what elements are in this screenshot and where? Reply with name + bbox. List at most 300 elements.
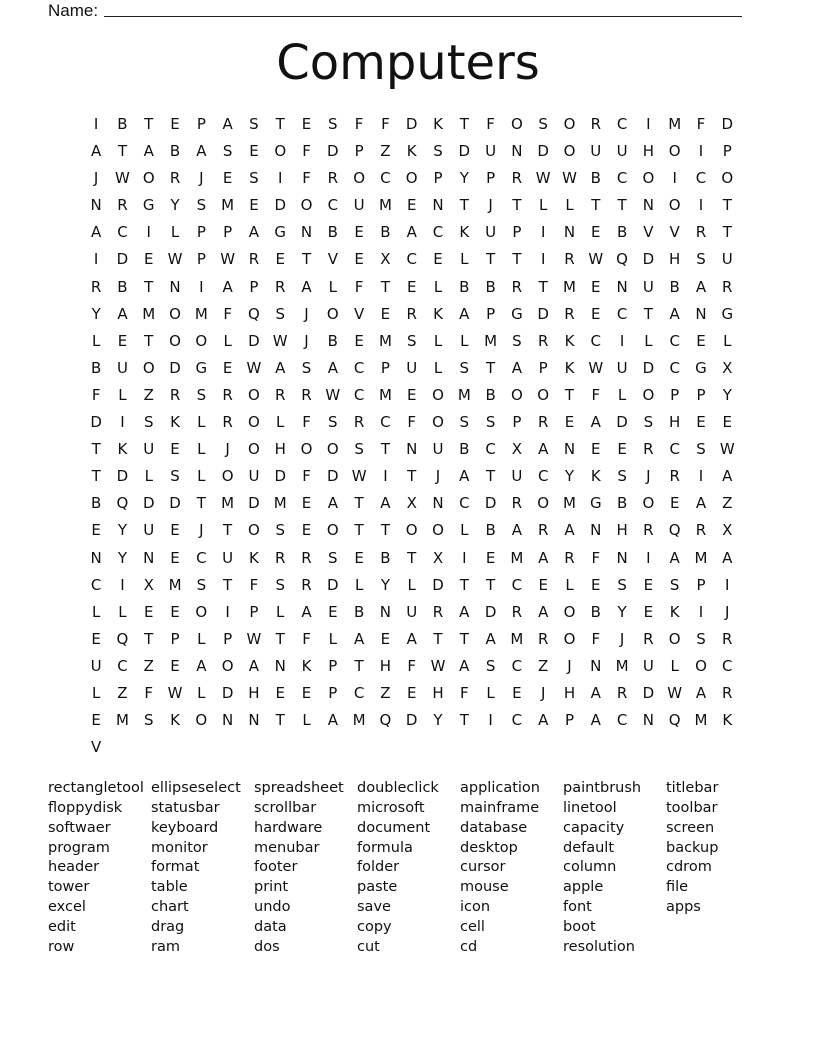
grid-letter: T <box>144 331 154 350</box>
grid-letter: B <box>485 277 496 296</box>
word-list-item: document <box>357 819 431 836</box>
grid-letter: R <box>722 629 733 648</box>
grid-letter: T <box>144 277 154 296</box>
word-list-item: rectangletool <box>48 780 144 796</box>
grid-letter: S <box>328 548 338 567</box>
word-list-item: row <box>48 938 75 955</box>
grid-letter: F <box>91 385 101 404</box>
grid-letter: A <box>196 656 207 675</box>
grid-letter: I <box>120 575 125 594</box>
grid-letter: I <box>646 115 651 133</box>
grid-letter: B <box>616 223 628 242</box>
grid-letter: P <box>696 385 706 404</box>
grid-letter: N <box>590 656 602 675</box>
grid-letter: O <box>169 331 181 350</box>
word-list-item: doubleclick <box>357 780 439 796</box>
grid-letter: M <box>378 196 392 215</box>
grid-letter: A <box>196 142 207 161</box>
grid-letter: O <box>510 115 523 133</box>
grid-letter: D <box>484 494 497 513</box>
grid-letter: N <box>590 521 602 540</box>
grid-letter: O <box>248 413 260 432</box>
word-list-item: data <box>254 918 287 935</box>
grid-letter: Z <box>143 656 154 675</box>
grid-letter: U <box>90 656 102 675</box>
grid-letter: D <box>405 115 418 133</box>
grid-letter: D <box>169 358 181 377</box>
grid-letter: E <box>170 602 180 621</box>
grid-letter: N <box>143 548 155 567</box>
grid-letter: T <box>144 629 154 648</box>
grid-letter: M <box>563 494 576 513</box>
grid-letter: E <box>669 494 680 513</box>
grid-letter: T <box>196 494 206 513</box>
grid-letter: S <box>143 711 154 730</box>
grid-letter: L <box>197 629 206 648</box>
grid-letter: P <box>223 223 233 242</box>
grid-letter: W <box>325 385 341 404</box>
grid-letter: O <box>537 494 550 513</box>
grid-letter: K <box>301 656 312 675</box>
grid-letter: K <box>406 142 417 161</box>
grid-letter: E <box>91 629 101 648</box>
grid-letter: N <box>432 196 444 215</box>
grid-letter: R <box>327 169 339 188</box>
word-list-item: desktop <box>460 839 518 856</box>
grid-letter: O <box>353 169 366 188</box>
grid-letter: F <box>407 413 417 432</box>
grid-letter: J <box>619 629 625 648</box>
grid-letter: O <box>326 521 339 540</box>
grid-letter: E <box>170 521 180 540</box>
grid-letter: W <box>562 169 577 188</box>
word-list-item: chart <box>151 899 189 916</box>
grid-letter: N <box>432 494 444 513</box>
grid-letter: B <box>91 358 102 377</box>
grid-letter: S <box>301 358 312 377</box>
grid-letter: C <box>432 223 444 242</box>
grid-letter: R <box>406 304 417 323</box>
word-list-item: mainframe <box>460 799 540 816</box>
grid-letter: B <box>117 115 128 133</box>
grid-letter: L <box>433 277 443 296</box>
grid-letter: E <box>222 358 233 377</box>
grid-letter: E <box>380 304 391 323</box>
grid-letter: A <box>511 358 523 377</box>
grid-letter: S <box>433 142 443 161</box>
grid-letter: C <box>669 331 680 350</box>
grid-letter: T <box>275 711 285 730</box>
grid-letter: A <box>485 629 496 648</box>
grid-letter: J <box>488 196 493 215</box>
grid-letter: V <box>669 223 680 242</box>
grid-letter: O <box>432 413 444 432</box>
grid-letter: J <box>199 521 204 540</box>
grid-letter: R <box>169 385 181 404</box>
grid-letter: M <box>221 494 235 513</box>
grid-letter: D <box>537 142 549 161</box>
grid-letter: B <box>459 277 470 296</box>
grid-letter: B <box>327 223 338 242</box>
grid-letter: A <box>590 413 601 432</box>
grid-letter: U <box>721 250 733 269</box>
grid-letter: Z <box>380 683 391 702</box>
grid-letter: E <box>170 440 180 459</box>
grid-letter: R <box>537 629 549 648</box>
grid-letter: A <box>327 358 338 377</box>
grid-letter: E <box>91 521 101 540</box>
grid-letter: B <box>91 494 102 513</box>
grid-letter: F <box>696 115 706 133</box>
word-list-item: apple <box>563 879 604 896</box>
grid-letter: S <box>275 304 285 323</box>
grid-letter: C <box>117 656 128 675</box>
grid-letter: P <box>564 711 575 730</box>
grid-letter: F <box>302 413 311 432</box>
word-list-item: boot <box>563 918 596 935</box>
word-list-item: formula <box>357 839 413 856</box>
grid-letter: F <box>591 629 601 648</box>
grid-letter: Q <box>379 711 392 730</box>
word-list-item: microsoft <box>357 799 425 816</box>
grid-letter: C <box>117 223 128 242</box>
grid-letter: D <box>169 494 181 513</box>
grid-letter: F <box>459 683 469 702</box>
word-list-item: dos <box>254 938 280 955</box>
grid-letter: W <box>115 169 130 188</box>
grid-letter: O <box>563 115 576 133</box>
grid-letter: S <box>196 575 207 594</box>
grid-letter: M <box>221 196 235 215</box>
word-list-item: application <box>460 780 540 796</box>
grid-letter: E <box>538 575 548 594</box>
grid-letter: P <box>433 169 443 188</box>
grid-letter: N <box>406 440 418 459</box>
word-list-item: cursor <box>460 859 506 876</box>
grid-letter: C <box>669 440 680 459</box>
grid-letter: F <box>354 115 364 133</box>
grid-letter: T <box>223 575 233 594</box>
grid-letter: T <box>486 358 496 377</box>
grid-letter: E <box>249 196 259 215</box>
grid-letter: N <box>169 277 181 296</box>
grid-letter: L <box>407 575 416 594</box>
grid-letter: E <box>643 575 654 594</box>
word-list-item: save <box>357 899 391 916</box>
grid-letter: T <box>117 142 128 161</box>
grid-letter: A <box>459 304 470 323</box>
grid-letter: S <box>459 358 470 377</box>
grid-letter: U <box>143 440 155 459</box>
grid-letter: O <box>432 385 444 404</box>
grid-letter: A <box>590 683 601 702</box>
grid-letter: B <box>169 142 181 161</box>
grid-letter: U <box>485 142 497 161</box>
grid-letter: K <box>117 440 128 459</box>
grid-letter: A <box>406 629 417 648</box>
grid-letter: I <box>698 467 704 486</box>
grid-letter: U <box>116 358 128 377</box>
grid-letter: V <box>353 304 365 323</box>
grid-letter: P <box>249 277 259 296</box>
grid-letter: D <box>142 494 155 513</box>
grid-letter: L <box>197 683 206 702</box>
word-list-item: cd <box>460 938 478 955</box>
grid-letter: F <box>354 277 364 296</box>
grid-letter: E <box>406 683 417 702</box>
grid-letter: C <box>353 358 365 377</box>
grid-letter: P <box>380 358 390 377</box>
grid-letter: R <box>643 629 654 648</box>
grid-letter: A <box>459 467 470 486</box>
grid-letter: S <box>143 413 154 432</box>
grid-letter: E <box>354 548 364 567</box>
grid-letter: T <box>459 629 469 648</box>
grid-letter: G <box>589 494 602 513</box>
grid-letter: E <box>406 196 417 215</box>
grid-letter: R <box>275 277 286 296</box>
grid-letter: Q <box>116 629 129 648</box>
grid-letter: A <box>248 656 260 675</box>
grid-letter: C <box>90 575 102 594</box>
grid-letter: A <box>695 683 707 702</box>
grid-letter: E <box>722 413 733 432</box>
grid-letter: L <box>91 683 101 702</box>
grid-letter: E <box>249 142 259 161</box>
grid-letter: M <box>510 548 524 567</box>
grid-letter: L <box>670 656 679 675</box>
grid-letter: R <box>564 548 575 567</box>
grid-letter: L <box>486 683 495 702</box>
grid-letter: Y <box>459 169 469 188</box>
grid-letter: M <box>378 331 392 350</box>
word-list-item: undo <box>254 899 291 916</box>
grid-letter: R <box>643 521 654 540</box>
grid-letter: C <box>511 656 523 675</box>
grid-letter: N <box>300 223 313 242</box>
grid-letter: E <box>406 385 417 404</box>
grid-letter: I <box>383 467 388 486</box>
grid-letter: D <box>721 115 734 133</box>
grid-letter: U <box>616 142 628 161</box>
grid-letter: X <box>380 250 391 269</box>
grid-letter: C <box>353 385 365 404</box>
grid-letter: T <box>643 304 653 323</box>
grid-letter: O <box>642 385 655 404</box>
grid-letter: S <box>249 169 259 188</box>
grid-letter: E <box>117 331 128 350</box>
grid-letter: N <box>90 196 102 215</box>
grid-letter: J <box>725 602 730 621</box>
grid-letter: W <box>220 250 236 269</box>
grid-letter: E <box>301 115 312 133</box>
word-list-item: paintbrush <box>563 780 642 796</box>
grid-letter: J <box>225 440 230 459</box>
grid-letter: Q <box>616 250 628 269</box>
grid-letter: D <box>248 494 260 513</box>
grid-letter: E <box>591 440 601 459</box>
grid-letter: O <box>642 169 655 188</box>
grid-letter: O <box>563 629 576 648</box>
grid-letter: S <box>485 656 496 675</box>
grid-letter: T <box>433 629 443 648</box>
grid-letter: H <box>669 250 681 269</box>
grid-letter: T <box>486 250 496 269</box>
grid-letter: R <box>353 413 365 432</box>
grid-letter: D <box>616 413 628 432</box>
grid-letter: A <box>695 277 707 296</box>
grid-letter: U <box>511 467 523 486</box>
grid-letter: R <box>537 331 549 350</box>
grid-letter: R <box>248 250 260 269</box>
grid-letter: E <box>433 250 443 269</box>
grid-letter: I <box>93 115 99 133</box>
grid-letter: T <box>486 467 496 486</box>
grid-letter: W <box>246 629 262 648</box>
grid-letter: P <box>486 304 496 323</box>
grid-letter: D <box>327 575 339 594</box>
grid-letter: I <box>225 602 230 621</box>
grid-letter: T <box>144 115 154 133</box>
grid-letter: F <box>302 467 311 486</box>
grid-letter: H <box>274 440 286 459</box>
grid-letter: S <box>354 440 364 459</box>
grid-letter: T <box>91 467 101 486</box>
grid-letter: J <box>646 467 651 486</box>
grid-letter: U <box>485 223 497 242</box>
grid-letter: W <box>667 683 683 702</box>
name-underline <box>104 16 742 17</box>
word-list-item: column <box>563 859 617 876</box>
grid-letter: O <box>195 711 208 730</box>
grid-letter: R <box>301 385 312 404</box>
grid-letter: E <box>301 521 312 540</box>
grid-letter: D <box>642 683 655 702</box>
grid-letter: S <box>222 142 233 161</box>
grid-letter: W <box>351 467 367 486</box>
grid-letter: O <box>221 467 234 486</box>
grid-letter: A <box>143 142 154 161</box>
grid-letter: A <box>459 656 470 675</box>
grid-letter: A <box>353 629 365 648</box>
grid-letter: C <box>616 115 628 133</box>
grid-letter: P <box>512 223 522 242</box>
grid-letter: A <box>301 277 312 296</box>
grid-letter: A <box>538 602 549 621</box>
grid-letter: S <box>512 331 522 350</box>
grid-letter: E <box>91 711 101 730</box>
grid-letter: S <box>328 115 338 133</box>
word-list-item: mouse <box>460 879 509 896</box>
grid-letter: C <box>459 494 470 513</box>
grid-letter: S <box>275 575 285 594</box>
grid-letter: E <box>275 250 285 269</box>
grid-letter: O <box>668 196 681 215</box>
word-list-item: ram <box>151 938 180 955</box>
grid-letter: T <box>538 277 548 296</box>
grid-letter: P <box>538 358 548 377</box>
word-list-item: apps <box>666 899 701 916</box>
grid-letter: L <box>91 331 101 350</box>
grid-letter: O <box>537 385 550 404</box>
grid-letter: L <box>460 250 469 269</box>
grid-letter: F <box>223 304 232 323</box>
grid-letter: I <box>120 413 125 432</box>
grid-letter: M <box>615 656 629 675</box>
grid-letter: A <box>722 467 733 486</box>
grid-letter: N <box>642 196 654 215</box>
grid-letter: O <box>142 169 155 188</box>
grid-letter: E <box>617 440 627 459</box>
grid-letter: A <box>669 304 680 323</box>
grid-letter: K <box>590 467 601 486</box>
grid-letter: T <box>275 629 285 648</box>
grid-letter: N <box>695 304 707 323</box>
grid-letter: L <box>617 385 627 404</box>
word-list-item: menubar <box>254 839 320 856</box>
letter-grid <box>83 111 740 761</box>
grid-letter: K <box>564 331 575 350</box>
word-list-item: edit <box>48 918 76 935</box>
grid-letter: H <box>379 656 392 675</box>
grid-letter: Z <box>143 385 154 404</box>
grid-letter: R <box>695 223 707 242</box>
grid-letter: M <box>273 494 287 513</box>
grid-letter: I <box>93 250 99 269</box>
grid-letter: C <box>380 413 391 432</box>
grid-letter: N <box>222 711 234 730</box>
grid-letter: Y <box>91 304 101 323</box>
grid-letter: I <box>540 250 546 269</box>
word-list-item: toolbar <box>666 799 718 816</box>
grid-letter: K <box>459 223 470 242</box>
grid-letter: A <box>406 223 417 242</box>
grid-letter: R <box>537 521 549 540</box>
grid-letter: F <box>591 548 601 567</box>
grid-letter: B <box>327 331 338 350</box>
grid-letter: O <box>563 142 576 161</box>
grid-letter: I <box>698 602 704 621</box>
grid-letter: Z <box>380 142 391 161</box>
grid-letter: C <box>196 548 207 567</box>
grid-letter: C <box>353 683 365 702</box>
word-list-item: screen <box>666 819 715 836</box>
grid-letter: T <box>354 521 364 540</box>
grid-letter: D <box>405 711 418 730</box>
grid-letter: K <box>433 115 443 133</box>
word-list-item: print <box>254 879 289 896</box>
grid-letter: H <box>248 683 260 702</box>
grid-letter: R <box>669 467 680 486</box>
grid-letter: F <box>302 142 311 161</box>
word-list-item: ellipseselect <box>151 780 241 796</box>
grid-letter: E <box>275 683 285 702</box>
grid-letter: B <box>616 494 628 513</box>
grid-letter: A <box>590 711 601 730</box>
grid-letter: L <box>276 413 285 432</box>
grid-letter: O <box>248 440 260 459</box>
grid-letter: B <box>353 602 365 621</box>
grid-letter: K <box>170 711 180 730</box>
grid-letter: D <box>248 331 260 350</box>
grid-letter: R <box>275 385 286 404</box>
grid-letter: O <box>142 358 155 377</box>
grid-letter: L <box>354 575 364 594</box>
grid-letter: R <box>117 196 128 215</box>
grid-letter: O <box>221 656 234 675</box>
grid-letter: I <box>672 169 677 188</box>
grid-letter: O <box>432 521 444 540</box>
